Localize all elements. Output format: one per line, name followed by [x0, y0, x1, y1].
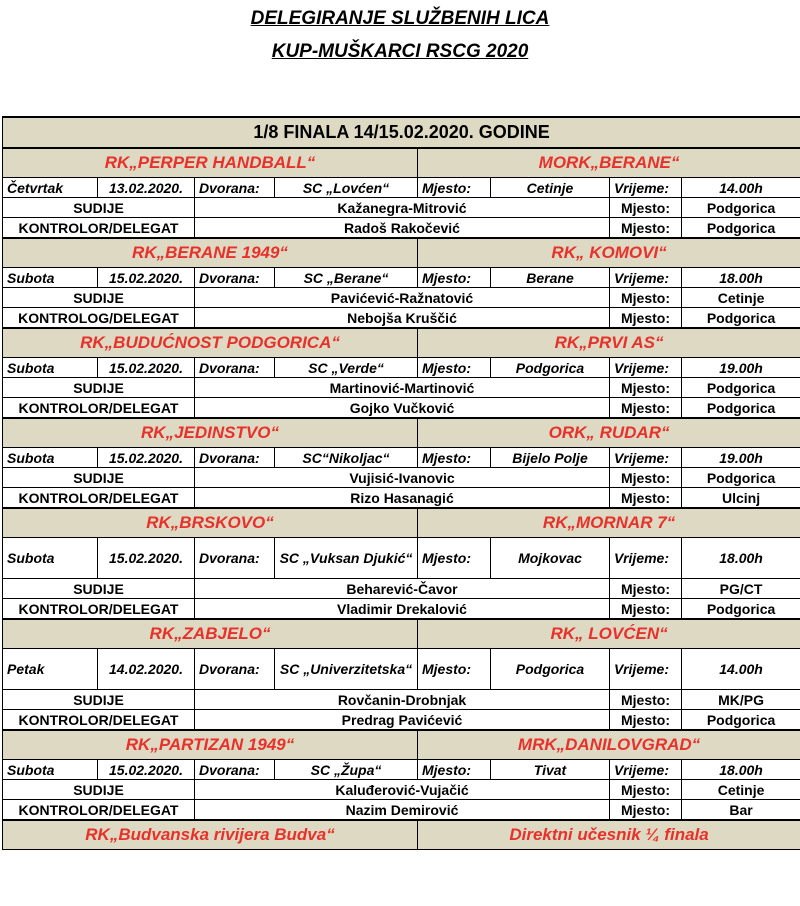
- home-team: RK„ZABJELO“: [3, 619, 418, 649]
- city-value: Podgorica: [491, 649, 610, 690]
- time-value: 14.00h: [682, 649, 800, 690]
- document-subtitle: KUP-MUŠKARCI RSCG 2020: [271, 41, 529, 62]
- match-date: 15.02.2020.: [98, 448, 195, 468]
- direct-qualifier-note: Direktni učesnik ¼ finala: [418, 820, 800, 850]
- delegate-place-label: Mjesto:: [610, 398, 682, 419]
- hall-label: Dvorana:: [195, 649, 275, 690]
- delegate-label: KONTROLOR/DELEGAT: [3, 218, 195, 239]
- delegate-label: KONTROLOR/DELEGAT: [3, 398, 195, 419]
- hall-value: SC „Berane“: [275, 268, 418, 288]
- referees-place-label: Mjesto:: [610, 780, 682, 800]
- referees-place: MK/PG: [682, 690, 800, 710]
- hall-label: Dvorana:: [195, 448, 275, 468]
- home-team: RK„PARTIZAN 1949“: [3, 730, 418, 760]
- delegate-name: Nazim Demirović: [195, 800, 610, 821]
- delegate-label: KONTROLOR/DELEGAT: [3, 710, 195, 731]
- match-date: 14.02.2020.: [98, 649, 195, 690]
- delegate-name: Vladimir Drekalović: [195, 599, 610, 620]
- delegate-label: KONTROLOR/DELEGAT: [3, 599, 195, 620]
- match-info-row: [3, 760, 800, 780]
- delegate-place: Podgorica: [682, 308, 800, 329]
- hall-value: SC „Univerzitetska“: [275, 649, 418, 690]
- match-day: Subota: [3, 760, 98, 780]
- away-team: MORK„BERANE“: [418, 148, 800, 178]
- referees-place: Podgorica: [682, 198, 800, 218]
- referees-label: SUDIJE: [3, 288, 195, 308]
- match-teams-row: [3, 508, 800, 538]
- hall-value: SC „Lovćen“: [275, 178, 418, 198]
- round-title: 1/8 FINALA 14/15.02.2020. GODINE: [3, 117, 800, 148]
- delegate-place-label: Mjesto:: [610, 218, 682, 239]
- time-value: 19.00h: [682, 358, 800, 378]
- delegate-name: Predrag Pavićević: [195, 710, 610, 731]
- home-team: RK„Budvanska rivijera Budva“: [3, 820, 418, 850]
- referees-row: [3, 690, 800, 710]
- time-label: Vrijeme:: [610, 760, 682, 780]
- city-label: Mjesto:: [418, 268, 491, 288]
- document-title: DELEGIRANJE SLUŽBENIH LICA: [250, 8, 550, 29]
- away-team: ORK„ RUDAR“: [418, 418, 800, 448]
- referees-row: [3, 579, 800, 599]
- time-label: Vrijeme:: [610, 358, 682, 378]
- delegate-place-label: Mjesto:: [610, 710, 682, 731]
- referees-row: [3, 780, 800, 800]
- referees-place: Podgorica: [682, 468, 800, 488]
- match-teams-row: [3, 148, 800, 178]
- hall-label: Dvorana:: [195, 268, 275, 288]
- hall-value: SC „Vuksan Djukić“: [275, 538, 418, 579]
- referees-place-label: Mjesto:: [610, 690, 682, 710]
- referees-row: [3, 198, 800, 218]
- delegate-name: Gojko Vučković: [195, 398, 610, 419]
- referees-names: Kažanegra-Mitrović: [195, 198, 610, 218]
- match-day: Subota: [3, 448, 98, 468]
- delegate-place: Podgorica: [682, 398, 800, 419]
- delegate-place-label: Mjesto:: [610, 488, 682, 509]
- match-teams-row: [3, 328, 800, 358]
- final-teams-row: [3, 820, 800, 850]
- referees-place: Cetinje: [682, 780, 800, 800]
- time-value: 18.00h: [682, 760, 800, 780]
- hall-value: SC“Nikoljac“: [275, 448, 418, 468]
- delegate-place-label: Mjesto:: [610, 308, 682, 329]
- referees-row: [3, 378, 800, 398]
- match-info-row: [3, 538, 800, 579]
- referees-names: Vujisić-Ivanovic: [195, 468, 610, 488]
- match-day: Petak: [3, 649, 98, 690]
- delegate-place-label: Mjesto:: [610, 800, 682, 821]
- referees-label: SUDIJE: [3, 579, 195, 599]
- city-value: Mojkovac: [491, 538, 610, 579]
- referees-label: SUDIJE: [3, 198, 195, 218]
- referees-place: Podgorica: [682, 378, 800, 398]
- referees-label: SUDIJE: [3, 690, 195, 710]
- time-value: 18.00h: [682, 538, 800, 579]
- match-date: 15.02.2020.: [98, 268, 195, 288]
- referees-place: PG/CT: [682, 579, 800, 599]
- referees-label: SUDIJE: [3, 378, 195, 398]
- referees-names: Martinović-Martinović: [195, 378, 610, 398]
- hall-label: Dvorana:: [195, 538, 275, 579]
- city-label: Mjesto:: [418, 538, 491, 579]
- match-info-row: [3, 358, 800, 378]
- delegate-row: [3, 800, 800, 821]
- away-team: MRK„DANILOVGRAD“: [418, 730, 800, 760]
- match-teams-row: [3, 238, 800, 268]
- referees-place-label: Mjesto:: [610, 378, 682, 398]
- delegate-row: [3, 488, 800, 509]
- match-date: 13.02.2020.: [98, 178, 195, 198]
- time-value: 14.00h: [682, 178, 800, 198]
- hall-label: Dvorana:: [195, 760, 275, 780]
- match-info-row: [3, 178, 800, 198]
- home-team: RK„PERPER HANDBALL“: [3, 148, 418, 178]
- match-teams-row: [3, 418, 800, 448]
- city-value: Tivat: [491, 760, 610, 780]
- city-value: Bijelo Polje: [491, 448, 610, 468]
- referees-label: SUDIJE: [3, 468, 195, 488]
- match-day: Četvrtak: [3, 178, 98, 198]
- match-info-row: [3, 268, 800, 288]
- referees-names: Pavićević-Ražnatović: [195, 288, 610, 308]
- match-teams-row: [3, 619, 800, 649]
- home-team: RK„BERANE 1949“: [3, 238, 418, 268]
- city-label: Mjesto:: [418, 178, 491, 198]
- time-label: Vrijeme:: [610, 268, 682, 288]
- time-label: Vrijeme:: [610, 448, 682, 468]
- time-value: 19.00h: [682, 448, 800, 468]
- referees-label: SUDIJE: [3, 780, 195, 800]
- delegate-place: Bar: [682, 800, 800, 821]
- delegate-place: Ulcinj: [682, 488, 800, 509]
- referees-names: Rovčanin-Drobnjak: [195, 690, 610, 710]
- referees-names: Beharević-Čavor: [195, 579, 610, 599]
- delegate-row: [3, 398, 800, 419]
- time-value: 18.00h: [682, 268, 800, 288]
- match-day: Subota: [3, 538, 98, 579]
- delegate-label: KONTROLOR/DELEGAT: [3, 488, 195, 509]
- match-info-row: [3, 649, 800, 690]
- delegate-place: Podgorica: [682, 218, 800, 239]
- referees-row: [3, 288, 800, 308]
- home-team: RK„BRSKOVO“: [3, 508, 418, 538]
- time-label: Vrijeme:: [610, 178, 682, 198]
- home-team: RK„BUDUĆNOST PODGORICA“: [3, 328, 418, 358]
- city-label: Mjesto:: [418, 649, 491, 690]
- city-value: Berane: [491, 268, 610, 288]
- referees-place: Cetinje: [682, 288, 800, 308]
- away-team: RK„MORNAR 7“: [418, 508, 800, 538]
- referees-place-label: Mjesto:: [610, 579, 682, 599]
- referees-place-label: Mjesto:: [610, 468, 682, 488]
- delegate-row: [3, 710, 800, 731]
- away-team: RK„PRVI AS“: [418, 328, 800, 358]
- delegate-name: Nebojša Kruščić: [195, 308, 610, 329]
- delegate-row: [3, 599, 800, 620]
- match-teams-row: [3, 730, 800, 760]
- city-value: Podgorica: [491, 358, 610, 378]
- hall-label: Dvorana:: [195, 358, 275, 378]
- away-team: RK„ LOVĆEN“: [418, 619, 800, 649]
- match-date: 15.02.2020.: [98, 760, 195, 780]
- match-date: 15.02.2020.: [98, 538, 195, 579]
- match-day: Subota: [3, 268, 98, 288]
- city-label: Mjesto:: [418, 358, 491, 378]
- delegate-place-label: Mjesto:: [610, 599, 682, 620]
- delegate-label: KONTROLOG/DELEGAT: [3, 308, 195, 329]
- delegate-place: Podgorica: [682, 710, 800, 731]
- round-header-row: [3, 117, 800, 148]
- hall-value: SC „Verde“: [275, 358, 418, 378]
- delegate-name: Rizo Hasanagić: [195, 488, 610, 509]
- referees-names: Kaluđerović-Vujačić: [195, 780, 610, 800]
- time-label: Vrijeme:: [610, 649, 682, 690]
- match-day: Subota: [3, 358, 98, 378]
- away-team: RK„ KOMOVI“: [418, 238, 800, 268]
- referees-place-label: Mjesto:: [610, 288, 682, 308]
- delegate-row: [3, 218, 800, 239]
- hall-value: SC „Župa“: [275, 760, 418, 780]
- schedule-table: [2, 116, 800, 850]
- city-value: Cetinje: [491, 178, 610, 198]
- match-date: 15.02.2020.: [98, 358, 195, 378]
- delegate-label: KONTROLOR/DELEGAT: [3, 800, 195, 821]
- hall-label: Dvorana:: [195, 178, 275, 198]
- referees-place-label: Mjesto:: [610, 198, 682, 218]
- referees-row: [3, 468, 800, 488]
- delegate-name: Radoš Rakočević: [195, 218, 610, 239]
- delegate-row: [3, 308, 800, 329]
- city-label: Mjesto:: [418, 448, 491, 468]
- home-team: RK„JEDINSTVO“: [3, 418, 418, 448]
- match-info-row: [3, 448, 800, 468]
- city-label: Mjesto:: [418, 760, 491, 780]
- time-label: Vrijeme:: [610, 538, 682, 579]
- delegate-place: Podgorica: [682, 599, 800, 620]
